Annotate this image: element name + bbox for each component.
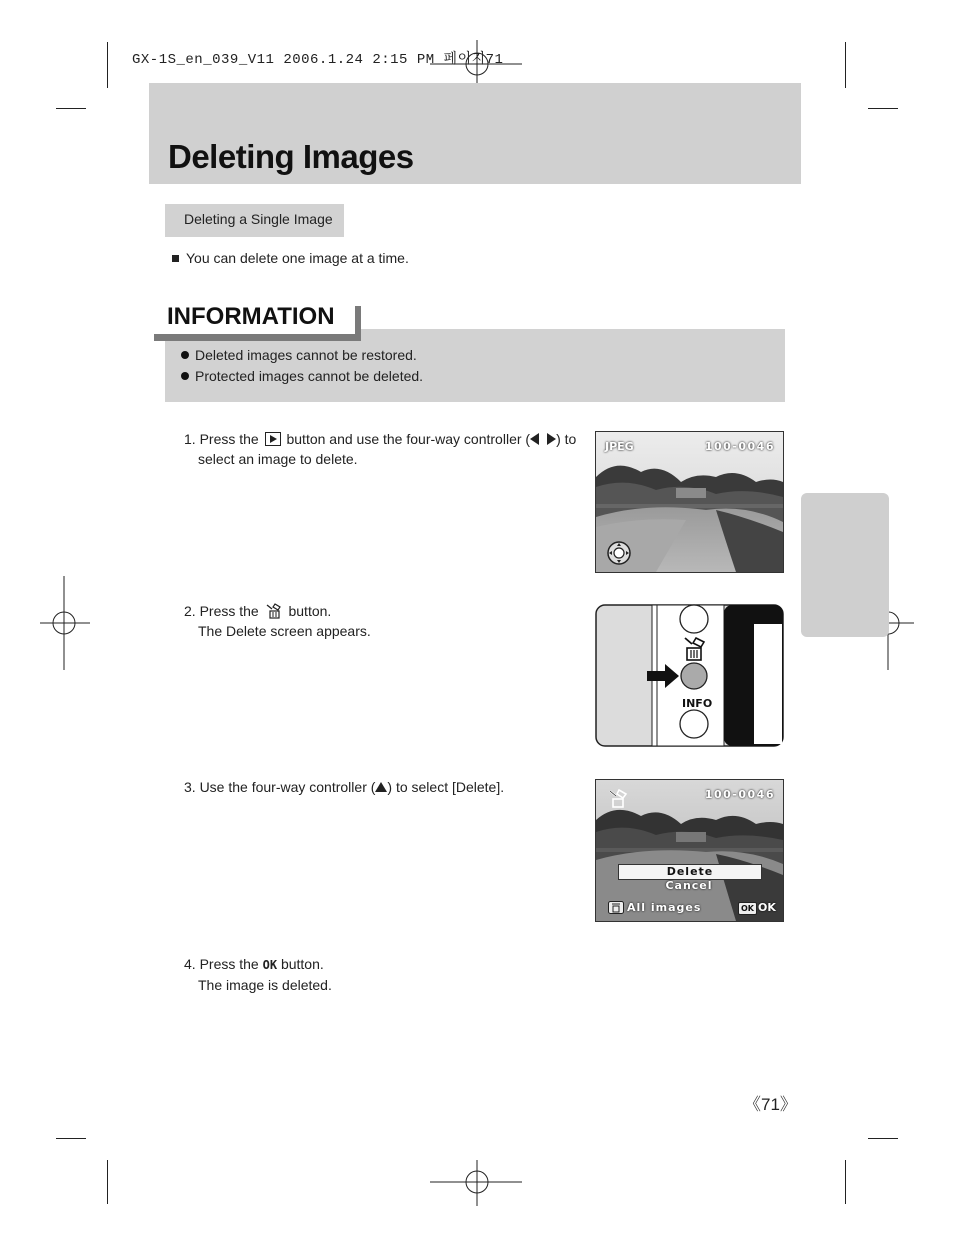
four-way-controller-icon: [606, 540, 632, 566]
ok-badge: OK: [738, 902, 757, 915]
step-4: 4. Press the OK button. The image is deleted.: [184, 956, 332, 993]
bullet-dot-icon: [181, 351, 189, 359]
page-title: Deleting Images: [168, 138, 414, 175]
intro-line: [172, 250, 409, 266]
information-item: Protected images cannot be deleted.: [181, 368, 423, 384]
crop-mark: [868, 1138, 898, 1139]
information-item: Deleted images cannot be restored.: [181, 347, 417, 363]
page-number: 《71》: [744, 1095, 797, 1114]
all-images-trash-icon: [608, 901, 624, 914]
trash-button-icon: [265, 603, 283, 619]
playback-button-icon: [265, 432, 281, 446]
crop-mark: [868, 108, 898, 109]
ok-label: OK: [758, 901, 776, 914]
all-images-label: All images: [627, 901, 702, 914]
ok-button-label: OK: [262, 958, 278, 972]
crop-mark: [845, 42, 846, 88]
camera-back-illustration: [595, 604, 785, 748]
crop-mark: [56, 108, 86, 109]
menu-item-delete[interactable]: Delete: [618, 864, 762, 880]
crop-mark: [107, 42, 108, 88]
square-bullet-icon: [172, 255, 179, 262]
crop-mark: [845, 1160, 846, 1204]
info-button-label: INFO: [682, 697, 713, 710]
registration-mark-bottom: [430, 1160, 524, 1206]
information-label: INFORMATION: [167, 303, 335, 330]
intro-text: You can delete one image at a time.: [186, 250, 409, 266]
file-number: 100-0046: [704, 440, 775, 453]
menu-item-cancel[interactable]: Cancel: [665, 879, 713, 892]
image-format: JPEG: [605, 440, 634, 453]
bullet-dot-icon: [181, 372, 189, 380]
left-right-arrows-icon: [530, 433, 556, 445]
step-3: 3. Use the four-way controller ( ) to select [Delete].: [184, 779, 505, 795]
up-arrow-icon: [375, 782, 387, 793]
file-number: 100-0046: [704, 788, 775, 801]
trash-icon: [608, 788, 628, 808]
section-label: Deleting a Single Image: [184, 211, 333, 227]
crop-mark: [107, 1160, 108, 1204]
step-2: 2. Press the button. The Delete screen appears.: [184, 603, 371, 639]
crop-mark: [56, 1138, 86, 1139]
print-header: GX-1S_en_039_V11 2006.1.24 2:15 PM 페이지71: [132, 52, 504, 68]
registration-mark-left: [40, 576, 90, 670]
lcd-playback-screen: [595, 431, 784, 573]
side-tab: [801, 493, 889, 637]
lcd-delete-screen: [595, 779, 784, 922]
step-1: 1. Press the button and use the four-way controller ( ) to select an image to delete.: [184, 431, 577, 467]
